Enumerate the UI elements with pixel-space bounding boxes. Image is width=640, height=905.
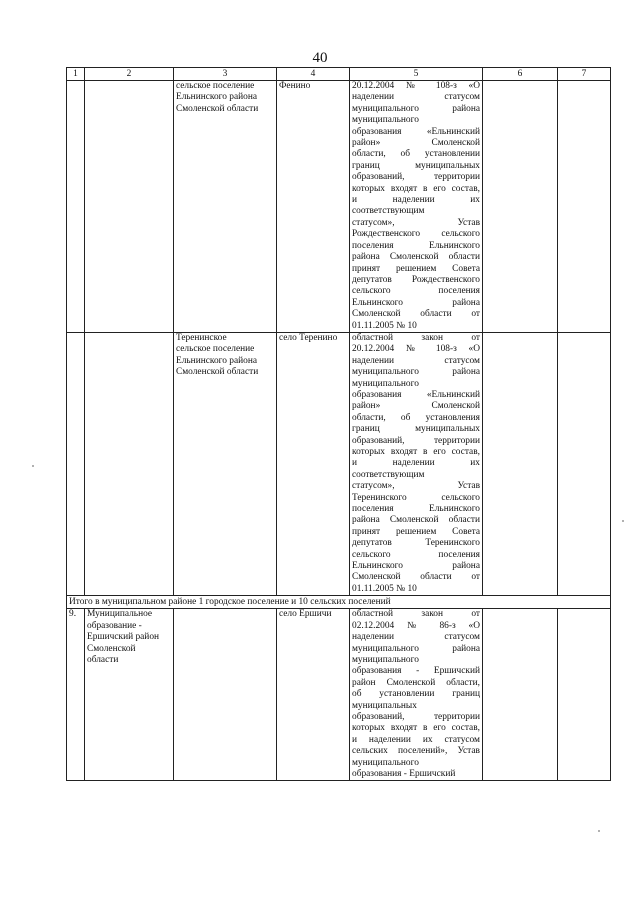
col-header-1: 1 [67, 68, 85, 81]
cell-line: 02.12.2004 № 86-з «О [352, 620, 480, 631]
cell-line: образований, территории [352, 172, 480, 183]
cell-line: Рождественского сельского [352, 229, 480, 240]
col-header-2: 2 [85, 68, 174, 81]
cell-line: образование - [87, 620, 142, 631]
cell-line: муниципального [352, 654, 419, 665]
cell-line: Смоленской [87, 643, 136, 654]
cell-number [67, 332, 85, 595]
cell-number: 9. [67, 609, 85, 781]
col-header-3: 3 [174, 68, 277, 81]
cell-line: областной закон от [352, 609, 480, 620]
cell-line: границ муниципальных [352, 160, 480, 171]
cell-line: наделении статусом [352, 92, 480, 103]
cell-line: сельское поселение [176, 81, 255, 91]
cell-line: принят решением Совета [352, 526, 480, 537]
cell-line: Муниципальное [87, 609, 153, 620]
scan-speck [32, 465, 34, 467]
cell-line: образований, территории [352, 435, 480, 446]
cell-line: Ершичский район [87, 632, 160, 643]
cell-legal-basis [350, 81, 483, 333]
cell-empty-7 [558, 81, 611, 333]
cell-line: которых входят в его состав, [352, 183, 480, 194]
cell-line: и наделении их [352, 195, 480, 206]
cell-line: муниципального [352, 757, 419, 768]
cell-line: сельского поселения [352, 286, 480, 297]
cell-line: район Смоленской области, [352, 677, 480, 688]
cell-line: 01.11.2005 № 10 [352, 320, 417, 331]
col-header-6: 6 [483, 68, 558, 81]
page-number: 40 [312, 50, 328, 66]
cell-line: 20.12.2004 № 108-з «О [352, 344, 480, 355]
cell-line: Смоленской области от [352, 572, 480, 583]
cell-line: которых входят в его состав, [352, 447, 480, 457]
cell-settlement [174, 332, 277, 595]
cell-line: района Смоленской области [352, 515, 480, 526]
cell-line: статусом», Устав [352, 481, 480, 492]
cell-line: Ельнинского района [352, 561, 480, 572]
cell-line: депутатов Теренинского [352, 538, 480, 549]
cell-settlement [174, 609, 277, 781]
scan-speck [622, 520, 624, 522]
cell-line: сельских поселений», Устав [352, 746, 480, 757]
cell-line: сельского поселения [352, 549, 480, 560]
table-row [67, 332, 611, 595]
cell-line: Ельнинского района [176, 92, 258, 103]
cell-line: образования - Ершичский [352, 666, 480, 677]
cell-line: об установлении границ [352, 689, 480, 700]
table-row [67, 609, 611, 781]
cell-line: соответствующим [352, 469, 425, 480]
cell-municipality [85, 609, 174, 781]
cell-line: Смоленской области от [352, 309, 480, 320]
cell-municipality [85, 81, 174, 333]
cell-settlement [174, 81, 277, 333]
cell-line: образования «Ельнинский [352, 126, 480, 137]
cell-line: Теренинское [176, 332, 227, 343]
total-row [67, 596, 611, 609]
cell-line: и наделении их [352, 458, 480, 469]
cell-line: области, об установления [352, 412, 480, 423]
cell-empty-7 [558, 332, 611, 595]
cell-empty-6 [483, 81, 558, 333]
cell-empty-6 [483, 332, 558, 595]
cell-line: депутатов Рождественского [352, 274, 480, 285]
cell-line: соответствующим [352, 206, 425, 217]
cell-line: и наделении их статусом [352, 734, 480, 745]
cell-line: муниципального района [352, 643, 480, 654]
cell-line: образований, территории [352, 711, 480, 722]
cell-line: областной закон от [352, 332, 480, 343]
cell-line: области [87, 654, 119, 665]
cell-line: образования «Ельнинский [352, 389, 480, 400]
cell-line: район» Смоленской [352, 401, 480, 412]
cell-line: муниципального района [352, 367, 480, 378]
cell-municipality [85, 332, 174, 595]
cell-line: муниципальных [352, 700, 417, 711]
cell-line: Ельнинского района [176, 355, 258, 366]
cell-line: наделении статусом [352, 632, 480, 643]
cell-line: муниципального [352, 378, 419, 389]
cell-line: поселения Ельнинского [352, 240, 480, 251]
cell-line: области, об установлении [352, 149, 480, 160]
column-number-header [67, 68, 611, 81]
cell-line: сельское поселение [176, 344, 255, 355]
cell-line: образования - Ершичский [352, 768, 456, 779]
cell-legal-basis [350, 609, 483, 781]
cell-legal-basis [350, 332, 483, 595]
cell-line: Теренинского сельского [352, 492, 480, 503]
cell-line: муниципального района [352, 103, 480, 114]
cell-line: Смоленской области [176, 103, 259, 114]
total-row-text: Итого в муниципальном районе 1 городское поселение и 10 сельских поселений [67, 596, 611, 609]
cell-line: район» Смоленской [352, 138, 480, 149]
cell-line: Ельнинского района [352, 297, 480, 308]
cell-line: принят решением Совета [352, 263, 480, 274]
col-header-4: 4 [277, 68, 350, 81]
cell-empty-7 [558, 609, 611, 781]
cell-line: поселения Ельнинского [352, 504, 480, 515]
table-row [67, 81, 611, 333]
cell-line: наделении статусом [352, 355, 480, 366]
cell-line: границ муниципальных [352, 424, 480, 435]
scan-speck [598, 830, 600, 832]
cell-line: 20.12.2004 № 108-з «О [352, 81, 480, 91]
cell-admin-center: село Ершичи [277, 609, 350, 781]
cell-line: которых входят в его состав, [352, 723, 480, 734]
cell-admin-center: Фенино [277, 81, 350, 333]
cell-line: Смоленской области [176, 367, 259, 378]
col-header-7: 7 [558, 68, 611, 81]
cell-line: 01.11.2005 № 10 [352, 583, 417, 594]
cell-number [67, 81, 85, 333]
cell-empty-6 [483, 609, 558, 781]
municipalities-table [66, 67, 611, 781]
cell-line: района Смоленской области [352, 252, 480, 263]
cell-line: статусом», Устав [352, 217, 480, 228]
col-header-5: 5 [350, 68, 483, 81]
cell-admin-center: село Теренино [277, 332, 350, 595]
cell-line: муниципального [352, 115, 419, 126]
